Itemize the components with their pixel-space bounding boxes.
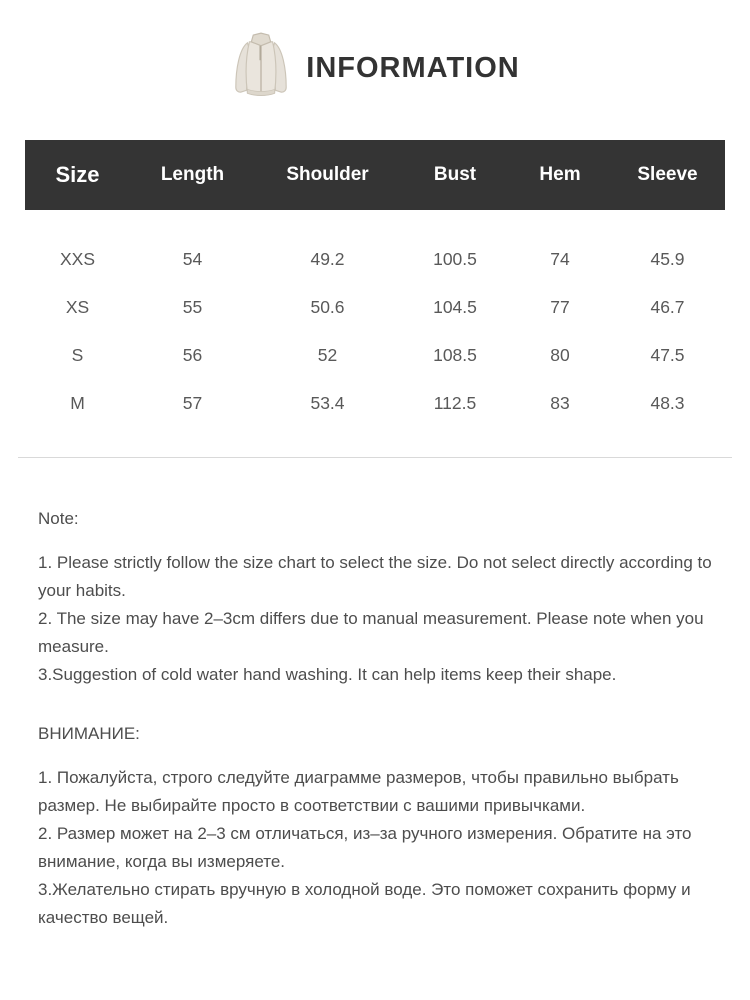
bust-cell: 100.5 xyxy=(433,248,477,269)
shoulder-cell: 53.4 xyxy=(310,392,345,413)
hem-cell: 80 xyxy=(550,344,570,365)
page-header xyxy=(0,0,750,108)
shoulder-cell: 49.2 xyxy=(310,248,345,269)
note-item-en-1: 1. Please strictly follow the size chart to select the size. Do not select directly according to your habits. xyxy=(38,553,712,600)
note-section-russian xyxy=(0,724,750,932)
note-items-en xyxy=(38,549,722,689)
note-item-ru-2: 2. Размер может на 2–3 см отличаться, из–за ручного измерения. Обратите на это внимание, когда вы измеряете. xyxy=(38,824,692,871)
note-heading-en: Note: xyxy=(38,509,79,528)
column-header-length: Length xyxy=(160,164,225,185)
sleeve-cell: 48.3 xyxy=(650,392,685,413)
length-cell: 54 xyxy=(182,248,203,269)
header-row xyxy=(25,140,725,210)
sleeve-cell: 46.7 xyxy=(650,296,685,317)
size-cell: S xyxy=(71,344,84,365)
size-cell: M xyxy=(70,392,85,413)
bust-cell: 104.5 xyxy=(433,296,477,317)
spacer-row xyxy=(25,210,725,235)
column-header-size: Size xyxy=(55,162,100,187)
bust-cell: 112.5 xyxy=(433,392,477,413)
note-section-english xyxy=(0,509,750,689)
hem-cell: 77 xyxy=(550,296,570,317)
page-title: INFORMATION xyxy=(306,51,520,84)
size-cell: XXS xyxy=(59,248,96,269)
note-item-ru-1: 1. Пожалуйста, строго следуйте диаграмме размеров, чтобы правильно выбрать размер. Не выбирайте просто в соответствии с вашими привычками. xyxy=(38,768,679,815)
size-chart-table xyxy=(25,140,725,427)
note-heading-ru: ВНИМАНИЕ: xyxy=(38,724,140,743)
column-header-hem: Hem xyxy=(539,164,581,185)
bust-cell: 108.5 xyxy=(433,344,477,365)
column-header-bust: Bust xyxy=(433,164,477,185)
section-divider xyxy=(18,457,732,458)
shoulder-cell: 52 xyxy=(317,344,338,365)
table-row-xxs xyxy=(25,235,725,283)
column-header-sleeve: Sleeve xyxy=(637,164,698,185)
sleeve-cell: 45.9 xyxy=(650,248,685,269)
table-row-m xyxy=(25,379,725,427)
size-chart-header xyxy=(25,140,725,210)
hem-cell: 83 xyxy=(550,392,570,413)
note-item-en-2: 2. The size may have 2–3cm differs due to manual measurement. Please note when you measure. xyxy=(38,609,704,656)
length-cell: 57 xyxy=(182,392,203,413)
column-header-shoulder: Shoulder xyxy=(286,164,369,185)
note-items-ru xyxy=(38,764,722,932)
size-chart-body xyxy=(25,210,725,427)
length-cell: 55 xyxy=(182,296,203,317)
note-item-ru-3: 3.Желательно стирать вручную в холодной воде. Это поможет сохранить форму и качество вещей. xyxy=(38,880,691,927)
jacket-image xyxy=(230,31,292,105)
hem-cell: 74 xyxy=(550,248,570,269)
length-cell: 56 xyxy=(182,344,203,365)
note-item-en-3: 3.Suggestion of cold water hand washing. It can help items keep their shape. xyxy=(38,665,617,684)
shoulder-cell: 50.6 xyxy=(310,296,345,317)
sleeve-cell: 47.5 xyxy=(650,344,685,365)
size-cell: XS xyxy=(65,296,90,317)
table-row-xs xyxy=(25,283,725,331)
table-row-s xyxy=(25,331,725,379)
